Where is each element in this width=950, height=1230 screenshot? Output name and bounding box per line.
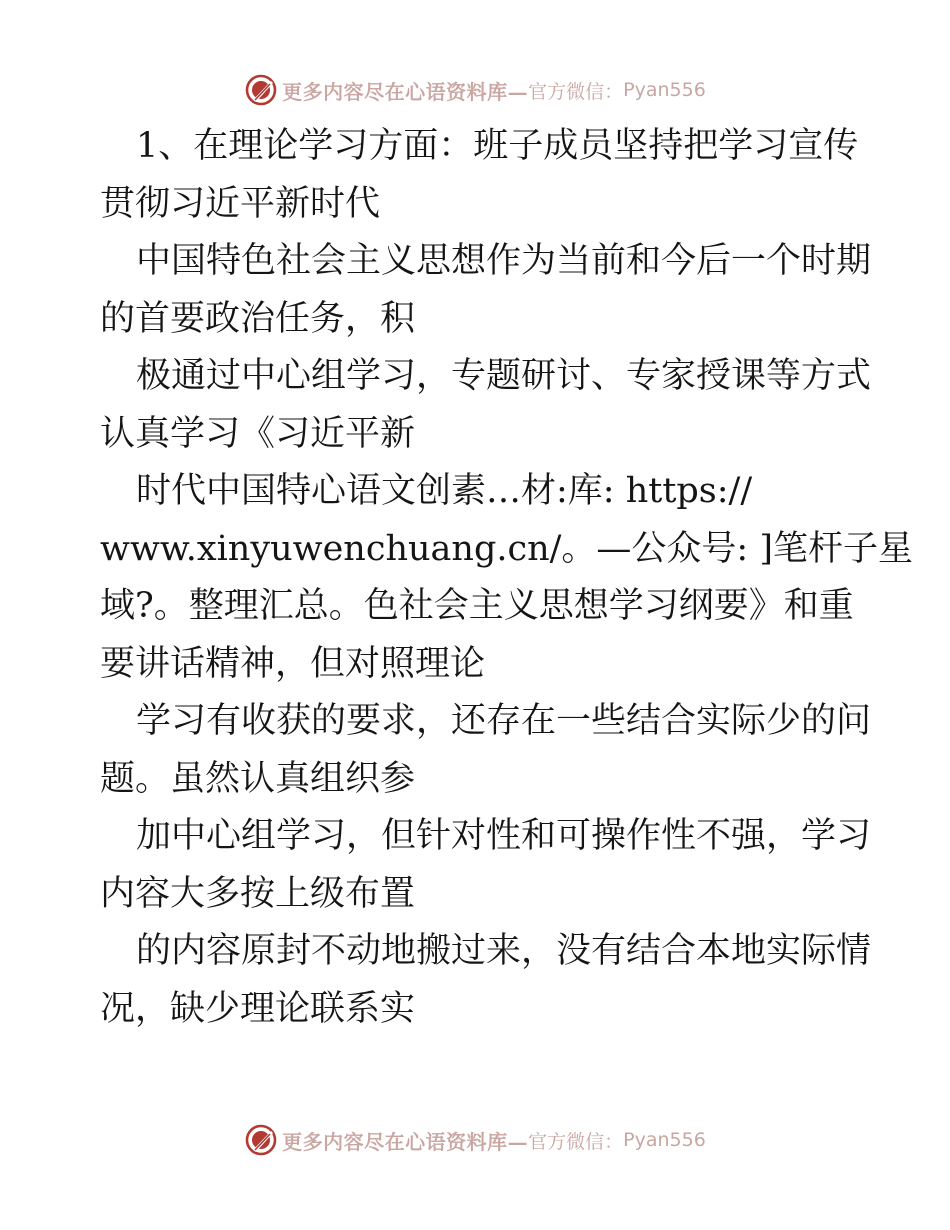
text-line: 学习有收获的要求，还存在一些结合实际少的问 [136, 701, 872, 741]
paragraph [100, 808, 872, 923]
paragraph [100, 693, 872, 808]
watermark-text: 更多内容尽在心语资料库— [282, 1129, 529, 1154]
watermark-wechat-id: Pyan556 [623, 1129, 706, 1151]
header-watermark [0, 68, 950, 112]
paragraph [100, 118, 860, 233]
paragraph [100, 348, 872, 463]
text-line: 中国特色社会主义思想作为当前和今后一个时期 [136, 241, 872, 281]
watermark-wechat-id: Pyan556 [623, 79, 706, 101]
text-line: 的首要政治任务，积 [100, 298, 416, 339]
pen-logo-icon [244, 1123, 278, 1157]
text-line: 域?。整理汇总。色社会主义思想学习纲要》和重 [100, 586, 854, 626]
pen-logo-icon [244, 73, 278, 107]
text-line: 极通过中心组学习，专题研讨、专家授课等方式 [136, 356, 872, 396]
text-line: 的内容原封不动地搬过来，没有结合本地实际情 [136, 931, 872, 971]
text-line: 加中心组学习，但针对性和可操作性不强，学习 [136, 816, 872, 856]
paragraph [100, 233, 872, 348]
text-line: 认真学习《习近平新 [100, 413, 416, 454]
document-body [100, 118, 913, 1038]
text-line: 要讲话精神，但对照理论 [100, 643, 486, 684]
watermark-text: 更多内容尽在心语资料库— [282, 79, 529, 104]
text-line: 1、在理论学习方面：班子成员坚持把学习宣传 [136, 126, 859, 166]
text-line: 内容大多按上级布置 [100, 873, 416, 914]
text-line: 况，缺少理论联系实 [100, 988, 416, 1029]
link-text-line: www.xinyuwenchuang.cn/。—公众号: ]笔杆子星 [100, 528, 913, 569]
paragraph [100, 923, 872, 1038]
text-line: 贯彻习近平新时代 [100, 183, 381, 224]
paragraph [100, 463, 913, 693]
text-line: 题。虽然认真组织参 [100, 758, 416, 799]
watermark-wechat-label: 官方微信： [528, 80, 624, 103]
footer-watermark [0, 1118, 950, 1162]
watermark-wechat-label: 官方微信： [528, 1130, 624, 1153]
text-line: 时代中国特心语文创素…材:库: https:// [136, 471, 753, 511]
